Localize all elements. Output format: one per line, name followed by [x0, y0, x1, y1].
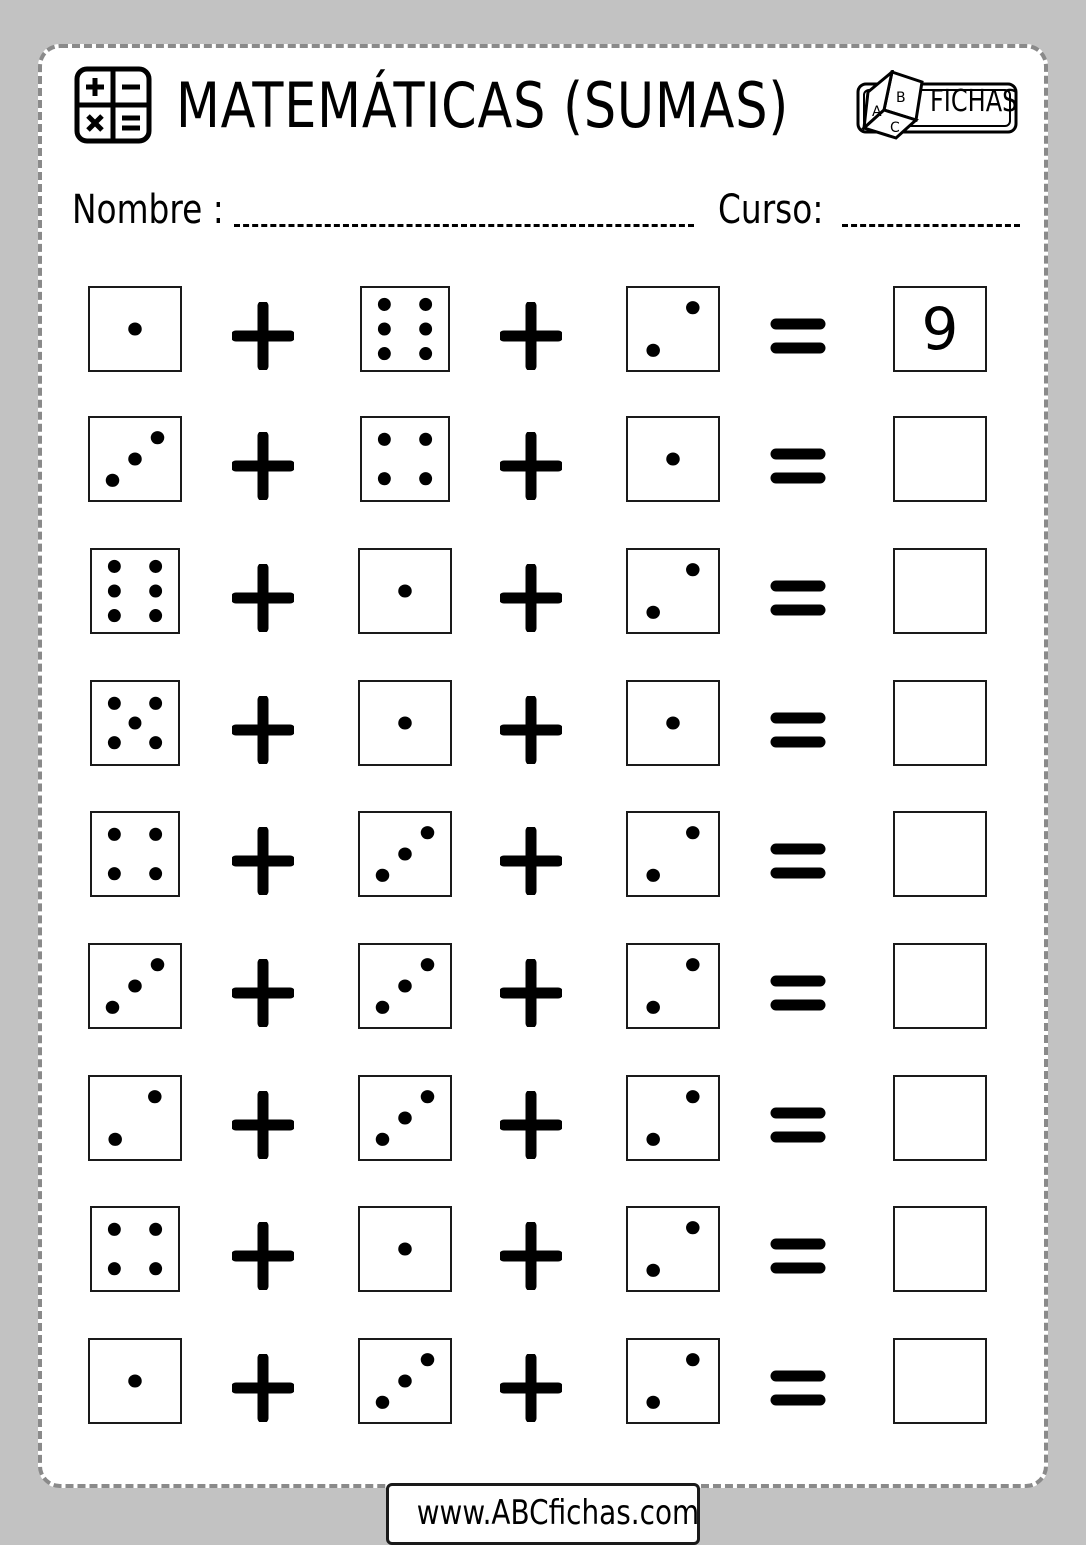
- course-label: Curso:: [718, 187, 824, 233]
- worksheet-header: [72, 64, 1032, 148]
- logo-text: FICHAS: [930, 84, 1018, 119]
- footer-website[interactable]: www.ABCfichas.com: [416, 1493, 700, 1533]
- page-title: MATEMÁTICAS (SUMAS): [176, 69, 789, 142]
- logo-letter-c: C: [890, 120, 900, 136]
- logo-letter-b: B: [896, 90, 906, 106]
- course-field[interactable]: [842, 224, 1020, 227]
- logo-letter-a: A: [872, 104, 882, 120]
- worksheet-sheet: [38, 44, 1048, 1488]
- name-field[interactable]: [234, 224, 694, 227]
- name-label: Nombre :: [72, 187, 224, 233]
- calculator-icon: [74, 66, 152, 144]
- student-fields: [72, 186, 1022, 236]
- abcfichas-logo: [856, 70, 1020, 140]
- answer-value: 9: [921, 295, 959, 363]
